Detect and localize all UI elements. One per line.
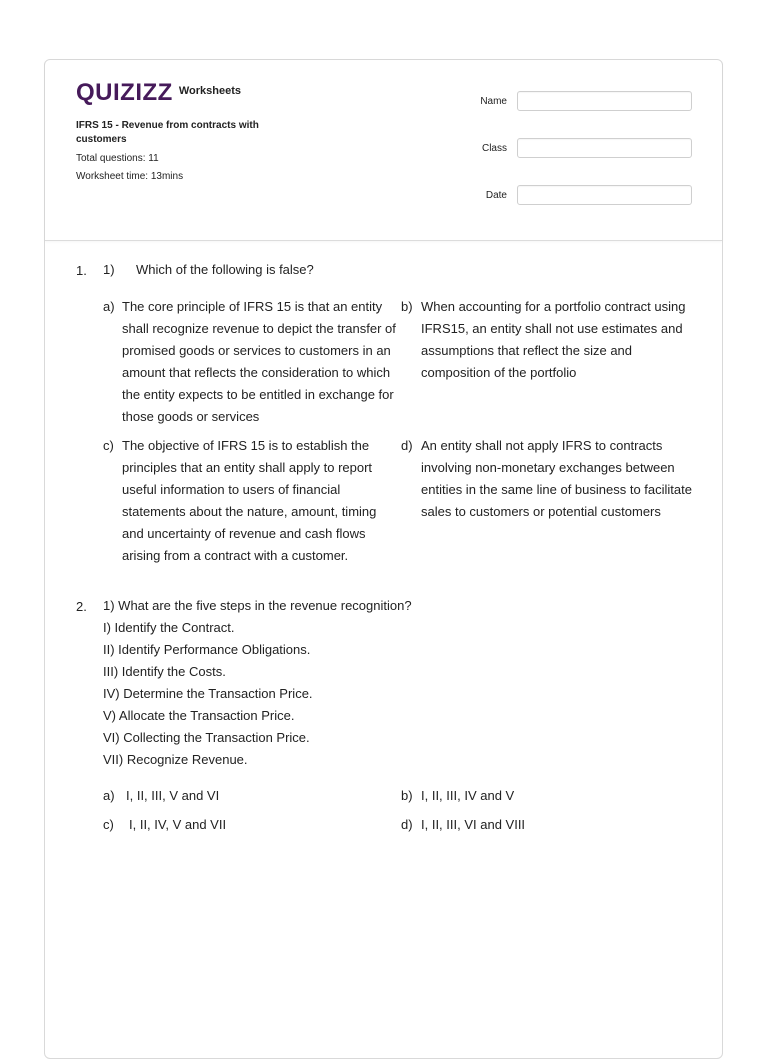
option-text: An entity shall not apply IFRS to contracts involving non-monetary exchanges between entities in the same line of business to facilitate sales to customers or potential customers <box>421 438 692 519</box>
stem-line: II) Identify Performance Obligations. <box>103 642 311 657</box>
question-number: 1. <box>76 263 87 278</box>
option-letter: c) <box>103 438 114 453</box>
quizizz-logo: QUIZIZZ <box>76 79 173 106</box>
name-field[interactable] <box>517 91 692 111</box>
worksheet-title: IFRS 15 - Revenue from contracts with customers <box>76 120 259 145</box>
question-stem-prefix: 1) <box>103 262 115 277</box>
class-field[interactable] <box>517 138 692 158</box>
option-letter: d) <box>401 817 413 832</box>
option-text: When accounting for a portfolio contract using IFRS15, an entity shall not use estimates and assumptions that reflect the size and composition of the portfolio <box>421 299 686 380</box>
option-letter: a) <box>103 788 115 803</box>
option-text: The objective of IFRS 15 is to establish the principles that an entity shall apply to report useful information to users of financial statements about the nature, amount, timing and uncertainty of revenue and cash flows arising from a contract with a customer. <box>122 438 377 563</box>
option-letter: c) <box>103 817 114 832</box>
option-text: I, II, III, VI and VIII <box>421 817 526 832</box>
class-label: Class <box>481 143 507 154</box>
option-text: I, II, III, IV and V <box>421 788 515 803</box>
stem-line: 1) What are the five steps in the revenue recognition? <box>103 598 412 613</box>
stem-line: III) Identify the Costs. <box>103 664 226 679</box>
stem-line: VII) Recognize Revenue. <box>103 752 248 767</box>
question-stem <box>103 595 412 771</box>
question-stem: Which of the following is false? <box>136 262 314 277</box>
date-field[interactable] <box>517 185 692 205</box>
worksheet-time: Worksheet time: 13mins <box>76 171 184 182</box>
name-label: Name <box>480 96 507 107</box>
brand <box>76 80 241 106</box>
stem-line: I) Identify the Contract. <box>103 620 235 635</box>
worksheet-header <box>45 60 722 241</box>
option-text: I, II, III, V and VI <box>126 788 220 803</box>
total-questions: Total questions: 11 <box>76 153 159 164</box>
stem-line: VI) Collecting the Transaction Price. <box>103 730 310 745</box>
date-label: Date <box>485 190 507 201</box>
worksheets-label: Worksheets <box>178 85 241 97</box>
option-letter: b) <box>401 788 413 803</box>
option-text: The core principle of IFRS 15 is that an entity shall recognize revenue to depict the transfer of promised goods or services to customers in an amount that reflects the consideration to which the entity expects to be entitled in exchange for those goods or services <box>122 299 396 424</box>
option-text: I, II, IV, V and VII <box>129 817 227 832</box>
question-number: 2. <box>76 599 87 614</box>
stem-line: V) Allocate the Transaction Price. <box>103 708 295 723</box>
stem-line: IV) Determine the Transaction Price. <box>103 686 313 701</box>
option-letter: b) <box>401 299 413 314</box>
option-letter: a) <box>103 299 115 314</box>
option-letter: d) <box>401 438 413 453</box>
